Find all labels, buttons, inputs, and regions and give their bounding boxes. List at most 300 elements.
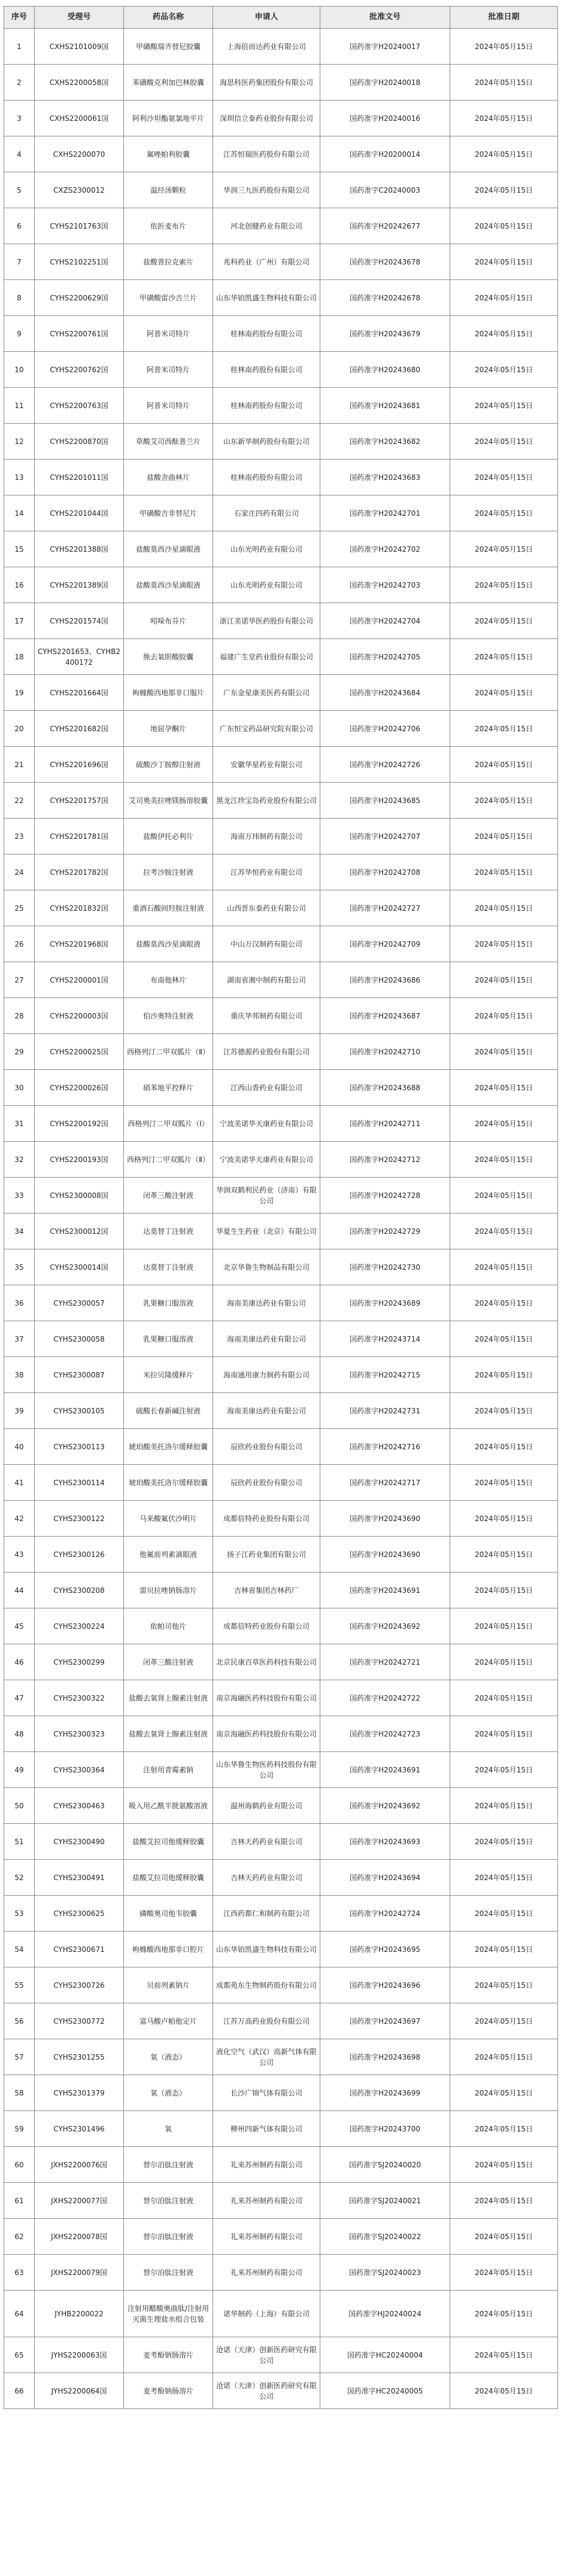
table-row (4, 998, 558, 1034)
cell-approval-no: 国药准字H20243698 (320, 2039, 450, 2075)
cell-approval-date: 2024年05月15日 (450, 495, 558, 531)
cell-serial: 28 (4, 998, 35, 1034)
table-row (4, 1034, 558, 1070)
cell-approval-no: 国药准字H20243691 (320, 1752, 450, 1788)
cell-drug-name: 伯沙奥特注射液 (124, 998, 213, 1034)
table-row (4, 1967, 558, 2003)
cell-approval-date: 2024年05月15日 (450, 1465, 558, 1501)
cell-acceptance-no: CYHS2300491 (35, 1860, 124, 1896)
cell-applicant: 沧诺（天津）创新医药研究有限公司 (213, 2373, 320, 2409)
cell-approval-no: 国药准字HJ20240024 (320, 2291, 450, 2337)
table-row (4, 1178, 558, 1214)
cell-acceptance-no: CYHS2201044国 (35, 495, 124, 531)
table-row (4, 101, 558, 136)
cell-serial: 63 (4, 2255, 35, 2291)
cell-acceptance-no: CYHS2200629国 (35, 280, 124, 316)
cell-approval-no: 国药准字H20243682 (320, 424, 450, 460)
cell-approval-no: 国药准字H20242730 (320, 1249, 450, 1285)
cell-applicant: 礼来苏州制药有限公司 (213, 2255, 320, 2291)
cell-applicant: 广东金星康美医药有限公司 (213, 675, 320, 711)
cell-approval-date: 2024年05月15日 (450, 2219, 558, 2255)
cell-serial: 52 (4, 1860, 35, 1896)
cell-acceptance-no: JYHS2200063国 (35, 2337, 124, 2373)
cell-approval-date: 2024年05月15日 (450, 65, 558, 101)
cell-drug-name: 依帕司他片 (124, 1608, 213, 1644)
cell-applicant: 华夏生生药业（北京）有限公司 (213, 1214, 320, 1249)
cell-approval-date: 2024年05月15日 (450, 2111, 558, 2147)
cell-drug-name: 西格列汀二甲双胍片（Ⅱ） (124, 1034, 213, 1070)
cell-drug-name: 盐酸去氧肾上腺素注射液 (124, 1680, 213, 1716)
cell-serial: 38 (4, 1357, 35, 1393)
table-row (4, 567, 558, 603)
table-row (4, 1393, 558, 1429)
cell-serial: 7 (4, 244, 35, 280)
cell-drug-name: 替尔泊肽注射液 (124, 2147, 213, 2183)
cell-approval-date: 2024年05月15日 (450, 531, 558, 567)
cell-acceptance-no: CXZS2300012 (35, 172, 124, 208)
cell-drug-name: 西格列汀二甲双胍片（Ⅱ） (124, 1142, 213, 1178)
cell-approval-no: 国药准字H20243680 (320, 352, 450, 388)
cell-acceptance-no: CYHS2300323 (35, 1716, 124, 1752)
cell-approval-date: 2024年05月15日 (450, 1788, 558, 1824)
cell-applicant: 北京华鲁生物制品有限公司 (213, 1249, 320, 1285)
cell-serial: 15 (4, 531, 35, 567)
cell-drug-name: 艾司奥美拉唑镁肠溶胶囊 (124, 783, 213, 819)
cell-applicant: 礼来苏州制药有限公司 (213, 2183, 320, 2219)
cell-approval-no: 国药准字H20242703 (320, 567, 450, 603)
cell-approval-date: 2024年05月15日 (450, 1214, 558, 1249)
cell-approval-date: 2024年05月15日 (450, 1716, 558, 1752)
table-row (4, 675, 558, 711)
cell-drug-name: 盐酸莫西沙星滴眼液 (124, 567, 213, 603)
cell-acceptance-no: CYHS2200763国 (35, 388, 124, 424)
cell-approval-date: 2024年05月15日 (450, 603, 558, 639)
table-row (4, 316, 558, 352)
cell-approval-no: 国药准字H20242705 (320, 639, 450, 675)
cell-applicant: 吉林天药药业有限公司 (213, 1860, 320, 1896)
cell-acceptance-no: CYHS2301379 (35, 2075, 124, 2111)
table-row (4, 29, 558, 65)
cell-applicant: 海南美康达药业有限公司 (213, 1285, 320, 1321)
cell-approval-date: 2024年05月15日 (450, 1501, 558, 1537)
cell-drug-name: 富马酸卢帕他定片 (124, 2003, 213, 2039)
cell-applicant: 江西药都仁和制药有限公司 (213, 1896, 320, 1932)
table-header-row (4, 7, 558, 29)
cell-acceptance-no: CYHS2301496 (35, 2111, 124, 2147)
cell-serial: 16 (4, 567, 35, 603)
cell-acceptance-no: CXHS2200058国 (35, 65, 124, 101)
cell-approval-no: 国药准字H20240018 (320, 65, 450, 101)
cell-acceptance-no: CYHS2201653、CYHB2400172 (35, 639, 124, 675)
cell-acceptance-no: CYHS2101763国 (35, 208, 124, 244)
cell-acceptance-no: CYHS2200193国 (35, 1142, 124, 1178)
cell-approval-no: 国药准字H20242716 (320, 1429, 450, 1465)
cell-approval-date: 2024年05月15日 (450, 1142, 558, 1178)
cell-acceptance-no: CYHS2300014国 (35, 1249, 124, 1285)
table-row (4, 460, 558, 495)
cell-drug-name: 琥珀酸美托洛尔缓释胶囊 (124, 1465, 213, 1501)
table-row (4, 1824, 558, 1860)
cell-approval-date: 2024年05月15日 (450, 352, 558, 388)
cell-approval-date: 2024年05月15日 (450, 2147, 558, 2183)
table-row (4, 2255, 558, 2291)
table-row (4, 2147, 558, 2183)
cell-drug-name: 苯磺酸克利加巴林胶囊 (124, 65, 213, 101)
cell-serial: 21 (4, 747, 35, 783)
cell-applicant: 山东华鲁生物医药科技股份有限公司 (213, 1752, 320, 1788)
table-row (4, 280, 558, 316)
cell-approval-no: 国药准字H20243692 (320, 1608, 450, 1644)
cell-acceptance-no: JXHS2200078国 (35, 2219, 124, 2255)
cell-applicant: 兆科药业（广州）有限公司 (213, 244, 320, 280)
table-row (4, 1106, 558, 1142)
cell-serial: 35 (4, 1249, 35, 1285)
cell-approval-no: 国药准字H20243699 (320, 2075, 450, 2111)
cell-serial: 57 (4, 2039, 35, 2075)
cell-drug-name: 替尔泊肽注射液 (124, 2183, 213, 2219)
cell-acceptance-no: JXHS2200076国 (35, 2147, 124, 2183)
cell-approval-date: 2024年05月15日 (450, 1393, 558, 1429)
cell-drug-name: 麦考酚钠肠溶片 (124, 2373, 213, 2409)
cell-acceptance-no: CYHS2200003国 (35, 998, 124, 1034)
cell-serial: 34 (4, 1214, 35, 1249)
cell-applicant: 山东华铂凯盛生物科技有限公司 (213, 280, 320, 316)
cell-drug-name: 阿利沙坦酯氨氯地平片 (124, 101, 213, 136)
cell-serial: 58 (4, 2075, 35, 2111)
cell-applicant: 成都倍特药业股份有限公司 (213, 1608, 320, 1644)
cell-drug-name: 麦考酚钠肠溶片 (124, 2337, 213, 2373)
cell-acceptance-no: CYHS2300105 (35, 1393, 124, 1429)
cell-drug-name: 氧 (124, 2111, 213, 2147)
table-row (4, 1357, 558, 1393)
cell-approval-no: 国药准字C20240003 (320, 172, 450, 208)
cell-drug-name: 贝前列素钠片 (124, 1967, 213, 2003)
cell-approval-date: 2024年05月15日 (450, 854, 558, 890)
table-row (4, 926, 558, 962)
cell-serial: 47 (4, 1680, 35, 1716)
cell-approval-date: 2024年05月15日 (450, 1896, 558, 1932)
cell-approval-date: 2024年05月15日 (450, 1824, 558, 1860)
cell-approval-no: 国药准字H20243681 (320, 388, 450, 424)
cell-applicant: 礼来苏州制药有限公司 (213, 2219, 320, 2255)
cell-acceptance-no: CYHS2201696国 (35, 747, 124, 783)
cell-applicant: 扬子江药业集团有限公司 (213, 1537, 320, 1573)
cell-applicant: 桂林南药股份有限公司 (213, 460, 320, 495)
cell-acceptance-no: CYHS2300208 (35, 1573, 124, 1608)
cell-acceptance-no: CYHS2200192国 (35, 1106, 124, 1142)
cell-serial: 46 (4, 1644, 35, 1680)
cell-approval-no: 国药准字HC20240004 (320, 2337, 450, 2373)
cell-drug-name: 盐酸去氧肾上腺素注射液 (124, 1716, 213, 1752)
cell-serial: 43 (4, 1537, 35, 1573)
cell-applicant: 宁波美诺华天康药业有限公司 (213, 1142, 320, 1178)
cell-approval-no: 国药准字H20242724 (320, 1896, 450, 1932)
cell-applicant: 宁波美诺华天康药业有限公司 (213, 1106, 320, 1142)
cell-drug-name: 替尔泊肽注射液 (124, 2255, 213, 2291)
cell-acceptance-no: CYHS2201388国 (35, 531, 124, 567)
cell-approval-no: 国药准字H20243678 (320, 244, 450, 280)
cell-drug-name: 达莫替丁注射液 (124, 1214, 213, 1249)
cell-approval-date: 2024年05月15日 (450, 1321, 558, 1357)
cell-applicant: 重庆华邦制药有限公司 (213, 998, 320, 1034)
table-row (4, 1716, 558, 1752)
cell-acceptance-no: CYHS2200761国 (35, 316, 124, 352)
cell-drug-name: 注射用醋酸奥曲肽/注射用灭菌生理盐水组合包装 (124, 2291, 213, 2337)
table-row (4, 1752, 558, 1788)
cell-applicant: 海南美康达药业有限公司 (213, 1393, 320, 1429)
cell-drug-name: 氟唑帕利胶囊 (124, 136, 213, 172)
cell-drug-name: 拉考沙胺注射液 (124, 854, 213, 890)
cell-drug-name: 氧（液态） (124, 2075, 213, 2111)
cell-serial: 4 (4, 136, 35, 172)
table-row (4, 747, 558, 783)
table-row (4, 1321, 558, 1357)
cell-serial: 25 (4, 890, 35, 926)
cell-drug-name: 马来酸氟伏沙明片 (124, 1501, 213, 1537)
cell-approval-no: 国药准字SJ20240020 (320, 2147, 450, 2183)
cell-serial: 18 (4, 639, 35, 675)
cell-acceptance-no: CYHS2201968国 (35, 926, 124, 962)
table-row (4, 2373, 558, 2409)
cell-approval-date: 2024年05月15日 (450, 1429, 558, 1465)
cell-drug-name: 阿普米司特片 (124, 388, 213, 424)
cell-serial: 19 (4, 675, 35, 711)
table-row (4, 2219, 558, 2255)
cell-serial: 6 (4, 208, 35, 244)
cell-approval-date: 2024年05月15日 (450, 2255, 558, 2291)
cell-approval-date: 2024年05月15日 (450, 1573, 558, 1608)
cell-acceptance-no: CYHS2200001国 (35, 962, 124, 998)
cell-applicant: 广东恒宝药品研究院有限公司 (213, 711, 320, 747)
cell-approval-no: 国药准字H20242721 (320, 1644, 450, 1680)
cell-applicant: 海南美康达药业有限公司 (213, 1321, 320, 1357)
cell-drug-name: 注射用青霉素钠 (124, 1752, 213, 1788)
cell-approval-no: 国药准字H20243690 (320, 1501, 450, 1537)
cell-acceptance-no: CYHS2300299 (35, 1644, 124, 1680)
cell-serial: 23 (4, 819, 35, 854)
cell-applicant: 海南通用康力制药有限公司 (213, 1357, 320, 1393)
cell-approval-no: 国药准字H20242717 (320, 1465, 450, 1501)
cell-serial: 53 (4, 1896, 35, 1932)
cell-approval-no: 国药准字H20242715 (320, 1357, 450, 1393)
cell-approval-date: 2024年05月15日 (450, 890, 558, 926)
table-row (4, 819, 558, 854)
cell-serial: 41 (4, 1465, 35, 1501)
cell-serial: 44 (4, 1573, 35, 1608)
cell-applicant: 江苏德源药业股份有限公司 (213, 1034, 320, 1070)
cell-drug-name: 氧（液态） (124, 2039, 213, 2075)
cell-approval-date: 2024年05月15日 (450, 1967, 558, 2003)
cell-applicant: 福建广生堂药业股份有限公司 (213, 639, 320, 675)
cell-approval-date: 2024年05月15日 (450, 819, 558, 854)
cell-approval-no: 国药准字H20242731 (320, 1393, 450, 1429)
cell-serial: 66 (4, 2373, 35, 2409)
cell-approval-no: 国药准字H20243692 (320, 1788, 450, 1824)
cell-drug-name: 达莫替丁注射液 (124, 1249, 213, 1285)
cell-approval-date: 2024年05月15日 (450, 172, 558, 208)
cell-applicant: 礼来苏州制药有限公司 (213, 2147, 320, 2183)
table-row (4, 1537, 558, 1573)
cell-applicant: 江西山香药业有限公司 (213, 1070, 320, 1106)
cell-approval-date: 2024年05月15日 (450, 1608, 558, 1644)
table-row (4, 352, 558, 388)
cell-acceptance-no: JYHS2200064国 (35, 2373, 124, 2409)
cell-serial: 31 (4, 1106, 35, 1142)
cell-applicant: 液化空气（武汉）高新气体有限公司 (213, 2039, 320, 2075)
cell-approval-no: 国药准字H20243679 (320, 316, 450, 352)
cell-applicant: 桂林南药股份有限公司 (213, 352, 320, 388)
cell-drug-name: 吲哚布芬片 (124, 603, 213, 639)
header-acceptance-no: 受理号 (35, 7, 124, 29)
cell-drug-name: 吸入用乙酰半胱氨酸溶液 (124, 1788, 213, 1824)
table-row (4, 2337, 558, 2373)
cell-acceptance-no: CYHS2201682国 (35, 711, 124, 747)
cell-drug-name: 硫酸沙丁胺醇注射液 (124, 747, 213, 783)
cell-approval-date: 2024年05月15日 (450, 962, 558, 998)
cell-approval-date: 2024年05月15日 (450, 2291, 558, 2337)
cell-acceptance-no: CYHS2300058 (35, 1321, 124, 1357)
cell-acceptance-no: CYHS2200870国 (35, 424, 124, 460)
cell-approval-date: 2024年05月15日 (450, 926, 558, 962)
cell-approval-no: 国药准字H20242709 (320, 926, 450, 962)
cell-applicant: 南京海融医药科技股份有限公司 (213, 1716, 320, 1752)
cell-approval-date: 2024年05月15日 (450, 2183, 558, 2219)
cell-approval-no: 国药准字H20243694 (320, 1860, 450, 1896)
cell-applicant: 柳州四新气体有限公司 (213, 2111, 320, 2147)
cell-serial: 49 (4, 1752, 35, 1788)
cell-approval-date: 2024年05月15日 (450, 280, 558, 316)
table-row (4, 1788, 558, 1824)
cell-applicant: 吉林天药药业有限公司 (213, 1824, 320, 1860)
cell-approval-no: 国药准字HC20240005 (320, 2373, 450, 2409)
cell-approval-date: 2024年05月15日 (450, 567, 558, 603)
cell-acceptance-no: CYHS2300726 (35, 1967, 124, 2003)
cell-applicant: 深圳信立泰药业股份有限公司 (213, 101, 320, 136)
cell-serial: 9 (4, 316, 35, 352)
cell-serial: 61 (4, 2183, 35, 2219)
cell-drug-name: 替尔泊肽注射液 (124, 2219, 213, 2255)
cell-approval-date: 2024年05月15日 (450, 1106, 558, 1142)
table-row (4, 1501, 558, 1537)
cell-applicant: 江苏恒瑞医药股份有限公司 (213, 136, 320, 172)
cell-acceptance-no: JXHS2200079国 (35, 2255, 124, 2291)
table-row (4, 531, 558, 567)
cell-approval-date: 2024年05月15日 (450, 2075, 558, 2111)
cell-approval-no: 国药准字H20243688 (320, 1070, 450, 1106)
cell-applicant: 南京海融医药科技股份有限公司 (213, 1680, 320, 1716)
table-row (4, 1285, 558, 1321)
cell-applicant: 中山万汉制药有限公司 (213, 926, 320, 962)
table-row (4, 2291, 558, 2337)
cell-serial: 62 (4, 2219, 35, 2255)
cell-drug-name: 地屈孕酮片 (124, 711, 213, 747)
cell-applicant: 安徽华星药业有限公司 (213, 747, 320, 783)
cell-drug-name: 盐酸伊托必利片 (124, 819, 213, 854)
cell-approval-no: 国药准字SJ20240021 (320, 2183, 450, 2219)
cell-approval-date: 2024年05月15日 (450, 1932, 558, 1967)
cell-serial: 42 (4, 1501, 35, 1537)
cell-serial: 13 (4, 460, 35, 495)
header-drug-name: 药品名称 (124, 7, 213, 29)
cell-serial: 20 (4, 711, 35, 747)
cell-applicant: 石家庄四药有限公司 (213, 495, 320, 531)
cell-serial: 29 (4, 1034, 35, 1070)
cell-approval-date: 2024年05月15日 (450, 2039, 558, 2075)
cell-approval-no: 国药准字H20242708 (320, 854, 450, 890)
cell-serial: 48 (4, 1716, 35, 1752)
cell-serial: 51 (4, 1824, 35, 1860)
table-row (4, 1249, 558, 1285)
cell-approval-no: 国药准字H20200014 (320, 136, 450, 172)
cell-approval-date: 2024年05月15日 (450, 1357, 558, 1393)
cell-serial: 1 (4, 29, 35, 65)
cell-applicant: 辰欣药业股份有限公司 (213, 1465, 320, 1501)
table-row (4, 1608, 558, 1644)
cell-applicant: 江苏华恒药业有限公司 (213, 854, 320, 890)
cell-approval-date: 2024年05月15日 (450, 1070, 558, 1106)
cell-approval-no: 国药准字H20243697 (320, 2003, 450, 2039)
cell-drug-name: 米拉贝隆缓释片 (124, 1357, 213, 1393)
cell-approval-date: 2024年05月15日 (450, 244, 558, 280)
cell-approval-no: 国药准字H20243696 (320, 1967, 450, 2003)
cell-acceptance-no: CYHS2201664国 (35, 675, 124, 711)
cell-acceptance-no: CYHS2300224 (35, 1608, 124, 1644)
cell-drug-name: 磷酸奥司他韦胶囊 (124, 1896, 213, 1932)
table-row (4, 65, 558, 101)
cell-drug-name: 乳果糖口服溶液 (124, 1285, 213, 1321)
table-row (4, 603, 558, 639)
table-row (4, 208, 558, 244)
cell-acceptance-no: CYHS2201781国 (35, 819, 124, 854)
cell-approval-no: 国药准字SJ20240022 (320, 2219, 450, 2255)
table-row (4, 1680, 558, 1716)
cell-approval-no: 国药准字H20243685 (320, 783, 450, 819)
cell-serial: 27 (4, 962, 35, 998)
cell-approval-no: 国药准字H20243695 (320, 1932, 450, 1967)
table-row (4, 962, 558, 998)
cell-drug-name: 枸橼酸西地那非口腔片 (124, 1932, 213, 1967)
cell-drug-name: 盐酸莫西沙星滴眼液 (124, 926, 213, 962)
cell-drug-name: 西格列汀二甲双胍片（Ⅰ） (124, 1106, 213, 1142)
cell-acceptance-no: JXHS2200077国 (35, 2183, 124, 2219)
cell-acceptance-no: CYHS2300671 (35, 1932, 124, 1967)
cell-applicant: 沧诺（天津）创新医药研究有限公司 (213, 2337, 320, 2373)
cell-acceptance-no: CYHS2300087 (35, 1357, 124, 1393)
cell-drug-name: 草酸艾司西酞普兰片 (124, 424, 213, 460)
cell-applicant: 温州海鹤药业有限公司 (213, 1788, 320, 1824)
cell-approval-date: 2024年05月15日 (450, 316, 558, 352)
cell-serial: 11 (4, 388, 35, 424)
cell-applicant: 海思科医药集团股份有限公司 (213, 65, 320, 101)
table-row (4, 1429, 558, 1465)
cell-acceptance-no: CYHS2300113 (35, 1429, 124, 1465)
cell-approval-date: 2024年05月15日 (450, 1752, 558, 1788)
cell-serial: 37 (4, 1321, 35, 1357)
cell-approval-no: 国药准字H20242722 (320, 1680, 450, 1716)
cell-serial: 65 (4, 2337, 35, 2373)
cell-applicant: 辰欣药业股份有限公司 (213, 1429, 320, 1465)
cell-acceptance-no: CYHS2301255 (35, 2039, 124, 2075)
cell-approval-date: 2024年05月15日 (450, 1537, 558, 1573)
cell-applicant: 华润双鹤利民药业（济南）有限公司 (213, 1178, 320, 1214)
table-row (4, 172, 558, 208)
table-row (4, 1142, 558, 1178)
table-row (4, 783, 558, 819)
cell-applicant: 山西晋东泰药业有限公司 (213, 890, 320, 926)
cell-applicant: 吉林省集团吉林药厂 (213, 1573, 320, 1608)
cell-approval-no: 国药准字H20242706 (320, 711, 450, 747)
cell-approval-date: 2024年05月15日 (450, 388, 558, 424)
